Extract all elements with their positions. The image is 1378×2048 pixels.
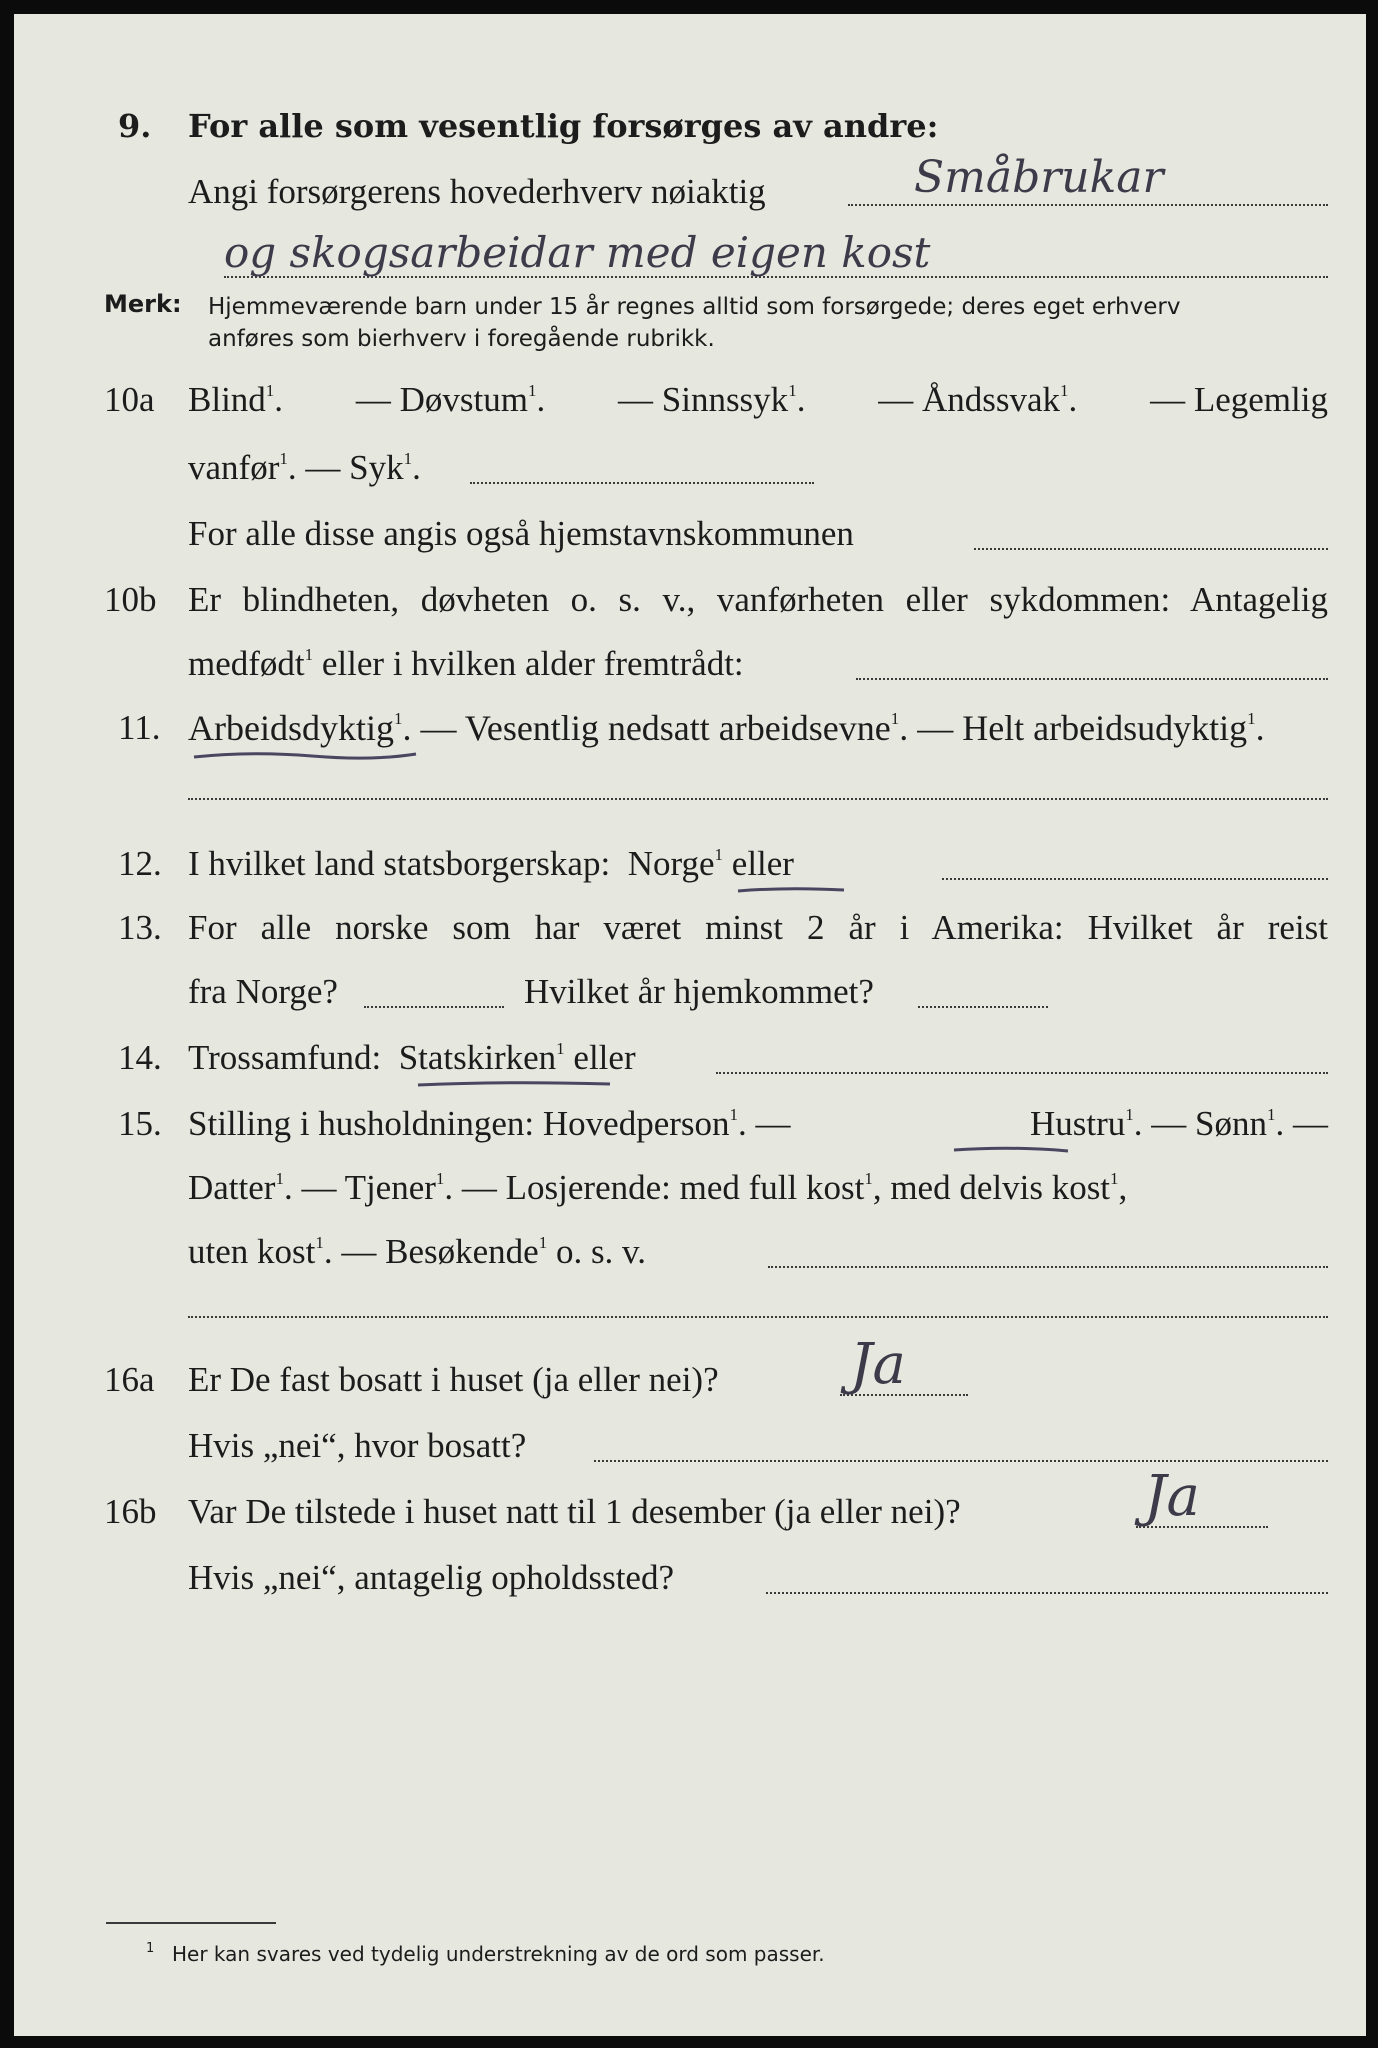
q10a-line-2	[188, 450, 421, 485]
q9-title: For alle som vesentlig forsørges av andre:	[188, 107, 939, 145]
q15-line-2: Datter$^1$. — Tjener$^1$. — Losjerende: med full kost$^1$, med delvis kost$^1$,	[188, 1168, 1128, 1207]
q14-number: 14.	[118, 1038, 162, 1077]
option-syk: — Syk$^1$.	[305, 448, 421, 487]
census-form-page	[14, 14, 1366, 2036]
q10a-line-2-blank	[470, 482, 814, 484]
q14-blank	[716, 1072, 1328, 1074]
q16b-number: 16b	[104, 1492, 157, 1531]
merk-label: Merk:	[104, 290, 182, 318]
footnote-text: Her kan svares ved tydelig understrekning av de ord som passer.	[172, 1942, 825, 1966]
q10b-line-2: medfødt$^1$ eller i hvilken alder fremtrådt:	[188, 644, 744, 683]
q15-line-1: Stilling i husholdningen: Hovedperson$^1$. — Hustru$^1$. — Sønn$^1$. —	[188, 1104, 1328, 1143]
q10b-number: 10b	[104, 580, 157, 619]
q9-answer-line	[848, 204, 1328, 206]
q10b-line-2-blank	[856, 678, 1328, 680]
q16a-line-1: Er De fast bosatt i huset (ja eller nei)?	[188, 1360, 719, 1399]
q13-line-2a: fra Norge?	[188, 972, 338, 1011]
q13-blank-year-left	[364, 1006, 504, 1008]
option-blind: Blind$^1$.	[188, 380, 284, 419]
q12-blank	[942, 878, 1328, 880]
option-legemlig: — Legemlig	[1150, 380, 1328, 419]
merk-line-1: Hjemmeværende barn under 15 år regnes alltid som forsørgede; deres eget erhverv	[208, 294, 1181, 320]
q16b-answer-handwritten: Ja	[1144, 1464, 1200, 1529]
q16b-answer-line	[1136, 1526, 1268, 1528]
handwritten-underline-hustru	[952, 1144, 1070, 1156]
q16b-line-1: Var De tilstede i huset natt til 1 desember (ja eller nei)?	[188, 1492, 961, 1531]
q15-number: 15.	[118, 1104, 162, 1143]
q11-line: Arbeidsdyktig$^1$. — Vesentlig nedsatt arbeidsevne$^1$. — Helt arbeidsudyktig$^1$.	[188, 708, 1265, 748]
q15-blank	[768, 1266, 1328, 1268]
q12-number: 12.	[118, 844, 162, 883]
merk-line-2: anføres som bierhverv i foregående rubrikk.	[208, 326, 715, 352]
option-statskirken: Statskirken	[398, 1038, 557, 1077]
q13-line-2b: Hvilket år hjemkommet?	[524, 972, 874, 1011]
q16a-blank	[594, 1460, 1328, 1462]
q16a-line-2: Hvis „nei“, hvor bosatt?	[188, 1426, 527, 1465]
q12-line: I hvilket land statsborgerskap: Norge$^1$ eller	[188, 844, 794, 883]
q15-blank-2	[188, 1316, 1328, 1318]
q11-blank	[188, 798, 1328, 800]
option-vanfor: vanfør$^1$.	[188, 448, 297, 487]
q9-number: 9.	[118, 107, 152, 145]
q10a-number: 10a	[104, 380, 155, 419]
q9-answer-handwritten-2: og skogsarbeidar med eigen kost	[224, 228, 931, 277]
q10a-line-3: For alle disse angis også hjemstavnskommunen	[188, 514, 854, 553]
q14-line: Trossamfund: Statskirken$^1$ eller	[188, 1038, 636, 1077]
q10b-line-1: Er blindheten, døvheten o. s. v., vanførheten eller sykdommen: Antagelig	[188, 580, 1328, 619]
handwritten-underline-arbeidsdyktig	[192, 749, 418, 761]
q13-blank-year-returned	[918, 1006, 1048, 1008]
option-hustru: Hustru	[1030, 1104, 1126, 1143]
option-dovstum: — Døvstum$^1$.	[355, 380, 546, 419]
q9-label: Angi forsørgerens hovederhverv nøiaktig	[188, 172, 766, 211]
handwritten-underline-statskirken	[416, 1078, 612, 1090]
q16a-answer-line	[840, 1394, 968, 1396]
q10a-line-3-blank	[974, 548, 1328, 550]
q16a-number: 16a	[104, 1360, 155, 1399]
handwritten-underline-norge	[736, 884, 846, 896]
q16b-line-2: Hvis „nei“, antagelig opholdssted?	[188, 1558, 674, 1597]
option-sinnssyk: — Sinnssyk$^1$.	[618, 380, 806, 419]
q10a-line-1	[188, 382, 1328, 417]
footnote-rule	[106, 1922, 276, 1924]
q11-number: 11.	[118, 708, 161, 747]
q9-answer-handwritten: Småbrukar	[914, 152, 1164, 203]
option-arbeidsdyktig: Arbeidsdyktig	[188, 708, 394, 748]
q13-line-1: For alle norske som har været minst 2 år i Amerika: Hvilket år reist	[188, 908, 1328, 947]
q16b-blank	[766, 1592, 1328, 1594]
q15-line-3: uten kost$^1$. — Besøkende$^1$ o. s. v.	[188, 1232, 647, 1271]
q13-number: 13.	[118, 908, 162, 947]
footnote-marker: 1	[146, 1941, 155, 1956]
option-andssvak: — Åndssvak$^1$.	[878, 380, 1078, 419]
q16a-answer-handwritten: Ja	[850, 1332, 906, 1397]
option-norge: Norge	[627, 844, 715, 883]
